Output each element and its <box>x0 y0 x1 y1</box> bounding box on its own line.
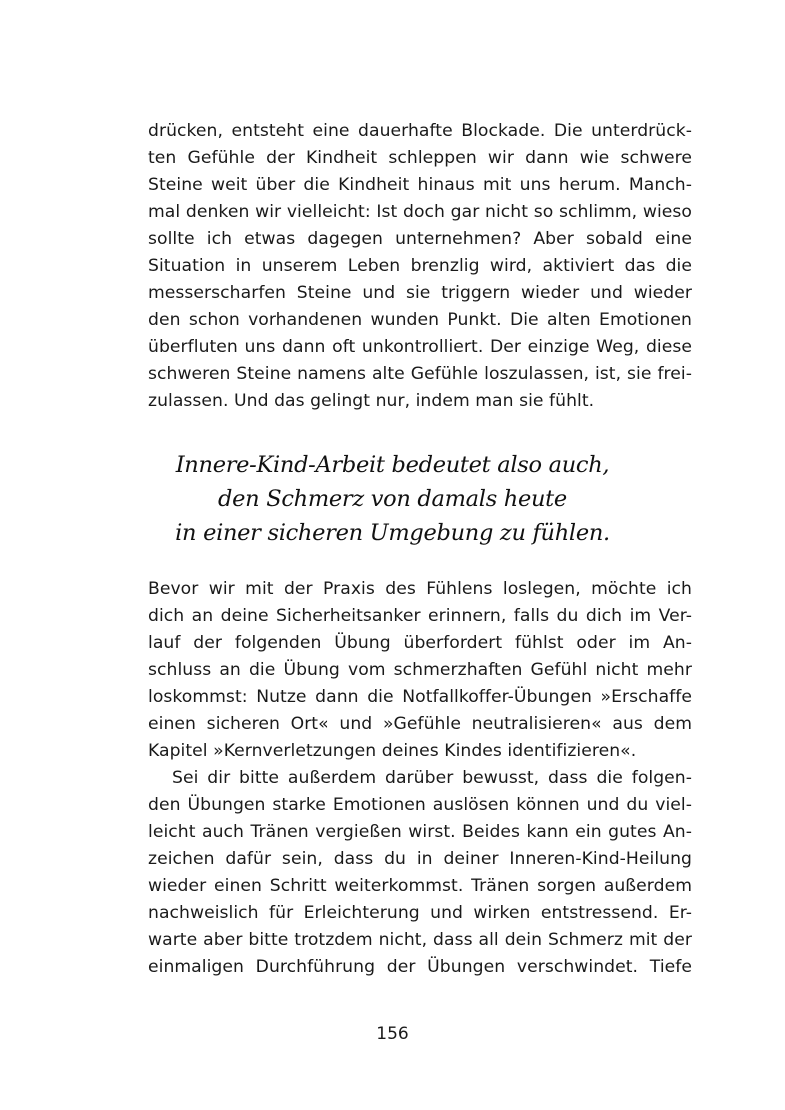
quote-line: in einer sicheren Umgebung zu fühlen. <box>175 520 610 546</box>
text-line: zulassen. Und das gelingt nur, indem man sie fühlt. <box>148 391 595 411</box>
quote-line: Innere-Kind-Arbeit bedeutet also auch, <box>175 452 610 478</box>
text-line: messerscharfen Steine und sie triggern wieder und wieder <box>148 283 692 303</box>
text-line: einmaligen Durchführung der Übungen verschwindet. Tiefe <box>148 957 692 977</box>
body-paragraph-1 <box>148 118 692 415</box>
quote-line: den Schmerz von damals heute <box>218 486 567 512</box>
page-number: 156 <box>376 1024 409 1044</box>
text-line: sollte ich etwas dagegen unternehmen? Aber sobald eine <box>148 229 692 249</box>
text-line: Steine weit über die Kindheit hinaus mit uns herum. Manch- <box>148 175 692 195</box>
text-line: leicht auch Tränen vergießen wirst. Beides kann ein gutes An- <box>148 822 692 842</box>
text-line: drücken, entsteht eine dauerhafte Blockade. Die unterdrück- <box>148 121 692 141</box>
body-paragraph-2 <box>148 576 692 981</box>
pull-quote <box>0 448 785 550</box>
text-line: warte aber bitte trotzdem nicht, dass all dein Schmerz mit der <box>148 930 692 950</box>
text-line: dich an deine Sicherheitsanker erinnern, falls du dich im Ver- <box>148 606 692 626</box>
text-line: schweren Steine namens alte Gefühle loszulassen, ist, sie frei- <box>148 364 692 384</box>
text-line: mal denken wir vielleicht: Ist doch gar nicht so schlimm, wieso <box>148 202 692 222</box>
text-line: überfluten uns dann oft unkontrolliert. Der einzige Weg, diese <box>148 337 692 357</box>
text-line: Kapitel »Kernverletzungen deines Kindes identifizieren«. <box>148 741 637 761</box>
text-line: Bevor wir mit der Praxis des Fühlens loslegen, möchte ich <box>148 579 692 599</box>
text-line: schluss an die Übung vom schmerzhaften Gefühl nicht mehr <box>148 660 692 680</box>
text-line: einen sicheren Ort« und »Gefühle neutralisieren« aus dem <box>148 714 692 734</box>
text-line: loskommst: Nutze dann die Notfallkoffer-Übungen »Erschaffe <box>148 687 692 707</box>
text-line: Situation in unserem Leben brenzlig wird, aktiviert das die <box>148 256 692 276</box>
text-line: zeichen dafür sein, dass du in deiner Inneren-Kind-Heilung <box>148 849 692 869</box>
text-line: ten Gefühle der Kindheit schleppen wir dann wie schwere <box>148 148 692 168</box>
text-line: nachweislich für Erleichterung und wirken entstressend. Er- <box>148 903 692 923</box>
text-line: den Übungen starke Emotionen auslösen können und du viel- <box>148 795 692 815</box>
text-line: Sei dir bitte außerdem darüber bewusst, dass die folgen- <box>172 768 692 788</box>
text-line: wieder einen Schritt weiterkommst. Tränen sorgen außerdem <box>148 876 692 896</box>
text-line: lauf der folgenden Übung überfordert fühlst oder im An- <box>148 633 692 653</box>
text-line: den schon vorhandenen wunden Punkt. Die alten Emotionen <box>148 310 692 330</box>
